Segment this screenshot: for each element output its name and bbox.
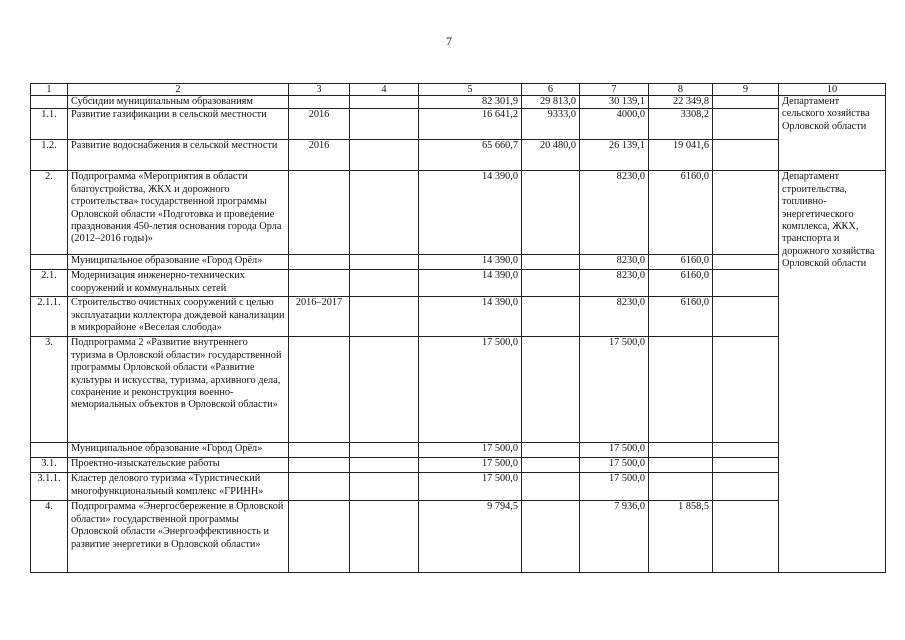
- row-col7: 17 500,0: [580, 443, 649, 458]
- header-cell: 1: [31, 84, 68, 96]
- row-col9: [713, 171, 779, 255]
- row-period: [289, 171, 350, 255]
- row-number: 1.1.: [31, 109, 68, 140]
- table-row: [31, 171, 886, 255]
- row-col7: 26 139,1: [580, 140, 649, 171]
- row-col6: [522, 270, 580, 297]
- row-period: [289, 255, 350, 270]
- row-col8: 22 349,8: [649, 96, 713, 109]
- row-col6: [522, 501, 580, 573]
- row-period: [289, 473, 350, 501]
- row-col8: [649, 337, 713, 443]
- row-total: 14 390,0: [419, 270, 522, 297]
- row-number: [31, 255, 68, 270]
- row-col9: [713, 337, 779, 443]
- row-col7: 8230,0: [580, 255, 649, 270]
- row-col4: [350, 458, 419, 473]
- row-total: 82 301,9: [419, 96, 522, 109]
- row-total: 9 794,5: [419, 501, 522, 573]
- row-col8: 1 858,5: [649, 501, 713, 573]
- row-title: Подпрограмма «Энергосбережение в Орловской области» государственной программы Орловской области «Энергоэффективность и развитие энергетики в Орловской области»: [68, 501, 289, 573]
- row-col8: [649, 473, 713, 501]
- header-cell: 4: [350, 84, 419, 96]
- row-total: 17 500,0: [419, 443, 522, 458]
- row-col9: [713, 140, 779, 171]
- row-col6: [522, 473, 580, 501]
- row-col8: 19 041,6: [649, 140, 713, 171]
- row-total: 16 641,2: [419, 109, 522, 140]
- row-period: [289, 501, 350, 573]
- header-cell: 9: [713, 84, 779, 96]
- table-row: [31, 96, 886, 109]
- row-number: 2.1.: [31, 270, 68, 297]
- table-row: [31, 501, 886, 573]
- row-title: Муниципальное образование «Город Орёл»: [68, 255, 289, 270]
- row-total: 14 390,0: [419, 171, 522, 255]
- table-row: [31, 458, 886, 473]
- row-col8: 6160,0: [649, 255, 713, 270]
- row-title: Проектно-изыскательские работы: [68, 458, 289, 473]
- row-title: Развитие водоснабжения в сельской местности: [68, 140, 289, 171]
- row-col6: [522, 255, 580, 270]
- row-total: 17 500,0: [419, 337, 522, 443]
- row-total: 65 660,7: [419, 140, 522, 171]
- row-number: 4.: [31, 501, 68, 573]
- budget-table: [30, 83, 886, 573]
- header-cell: 5: [419, 84, 522, 96]
- table-row: [31, 297, 886, 337]
- table-row: [31, 443, 886, 458]
- row-col4: [350, 171, 419, 255]
- row-number: 1.2.: [31, 140, 68, 171]
- row-col7: 8230,0: [580, 297, 649, 337]
- row-col7: 17 500,0: [580, 458, 649, 473]
- row-col9: [713, 270, 779, 297]
- row-title: Кластер делового туризма «Туристический многофункциональный комплекс «ГРИНН»: [68, 473, 289, 501]
- row-title: Субсидии муниципальным образованиям: [68, 96, 289, 109]
- row-col6: [522, 171, 580, 255]
- table-row: [31, 270, 886, 297]
- row-col4: [350, 270, 419, 297]
- header-row: [31, 84, 886, 96]
- row-col9: [713, 255, 779, 270]
- row-col7: 8230,0: [580, 171, 649, 255]
- table-row: [31, 473, 886, 501]
- row-col7: 8230,0: [580, 270, 649, 297]
- row-period: 2016: [289, 140, 350, 171]
- row-col7: 17 500,0: [580, 473, 649, 501]
- header-cell: 2: [68, 84, 289, 96]
- header-cell: 3: [289, 84, 350, 96]
- row-col4: [350, 109, 419, 140]
- row-total: 17 500,0: [419, 473, 522, 501]
- row-col9: [713, 443, 779, 458]
- row-number: [31, 96, 68, 109]
- row-col6: [522, 337, 580, 443]
- row-period: 2016–2017: [289, 297, 350, 337]
- row-title: Подпрограмма «Мероприятия в области благоустройства, ЖКХ и дорожного строительства» государственной программы Орловской области «Подготовка и проведение празднования 450-летия основания города Орла (2012–2016 годы)»: [68, 171, 289, 255]
- row-col8: 6160,0: [649, 270, 713, 297]
- row-col6: [522, 458, 580, 473]
- row-total: 17 500,0: [419, 458, 522, 473]
- page-number: 7: [446, 34, 452, 48]
- table-row: [31, 337, 886, 443]
- table-row: [31, 255, 886, 270]
- table-row: [31, 140, 886, 171]
- row-number: 3.1.1.: [31, 473, 68, 501]
- row-col8: 6160,0: [649, 297, 713, 337]
- row-col4: [350, 297, 419, 337]
- row-col7: 17 500,0: [580, 337, 649, 443]
- header-cell: 8: [649, 84, 713, 96]
- row-col4: [350, 501, 419, 573]
- row-col9: [713, 501, 779, 573]
- row-number: [31, 443, 68, 458]
- row-title: Модернизация инженерно-технических сооружений и коммунальных сетей: [68, 270, 289, 297]
- row-col9: [713, 458, 779, 473]
- row-col9: [713, 473, 779, 501]
- department-construction: Департамент строительства, топливно-энергетического комплекса, ЖКХ, транспорта и дорожного хозяйства Орловской области: [779, 171, 886, 573]
- row-col4: [350, 443, 419, 458]
- header-cell: 6: [522, 84, 580, 96]
- row-col9: [713, 109, 779, 140]
- row-col4: [350, 337, 419, 443]
- row-col7: 7 936,0: [580, 501, 649, 573]
- row-title: Развитие газификации в сельской местности: [68, 109, 289, 140]
- row-col8: [649, 443, 713, 458]
- row-col8: 3308,2: [649, 109, 713, 140]
- row-period: [289, 337, 350, 443]
- row-period: [289, 443, 350, 458]
- row-period: [289, 458, 350, 473]
- row-col4: [350, 96, 419, 109]
- row-col4: [350, 255, 419, 270]
- header-cell: 7: [580, 84, 649, 96]
- row-title: Муниципальное образование «Город Орёл»: [68, 443, 289, 458]
- row-col8: [649, 458, 713, 473]
- row-col9: [713, 297, 779, 337]
- row-col4: [350, 473, 419, 501]
- row-total: 14 390,0: [419, 255, 522, 270]
- row-col6: 29 813,0: [522, 96, 580, 109]
- row-col8: 6160,0: [649, 171, 713, 255]
- row-period: 2016: [289, 109, 350, 140]
- row-period: [289, 270, 350, 297]
- row-total: 14 390,0: [419, 297, 522, 337]
- row-col6: [522, 297, 580, 337]
- row-col7: 30 139,1: [580, 96, 649, 109]
- row-period: [289, 96, 350, 109]
- row-col4: [350, 140, 419, 171]
- department-agriculture: Департамент сельского хозяйства Орловской области: [779, 96, 886, 171]
- row-number: 2.1.1.: [31, 297, 68, 337]
- row-number: 3.1.: [31, 458, 68, 473]
- row-col6: 20 480,0: [522, 140, 580, 171]
- row-number: 2.: [31, 171, 68, 255]
- header-cell: 10: [779, 84, 886, 96]
- table-row: [31, 109, 886, 140]
- row-col9: [713, 96, 779, 109]
- row-title: Строительство очистных сооружений с целью эксплуатации коллектора дождевой канализации в микрорайоне «Веселая слобода»: [68, 297, 289, 337]
- row-number: 3.: [31, 337, 68, 443]
- row-col6: [522, 443, 580, 458]
- row-col6: 9333,0: [522, 109, 580, 140]
- row-col7: 4000,0: [580, 109, 649, 140]
- row-title: Подпрограмма 2 «Развитие внутреннего туризма в Орловской области» государственной программы Орловской области «Развитие культуры и искусства, туризма, архивного дела, сохранение и реконструкция военно-мемориальных объектов в Орловской области»: [68, 337, 289, 443]
